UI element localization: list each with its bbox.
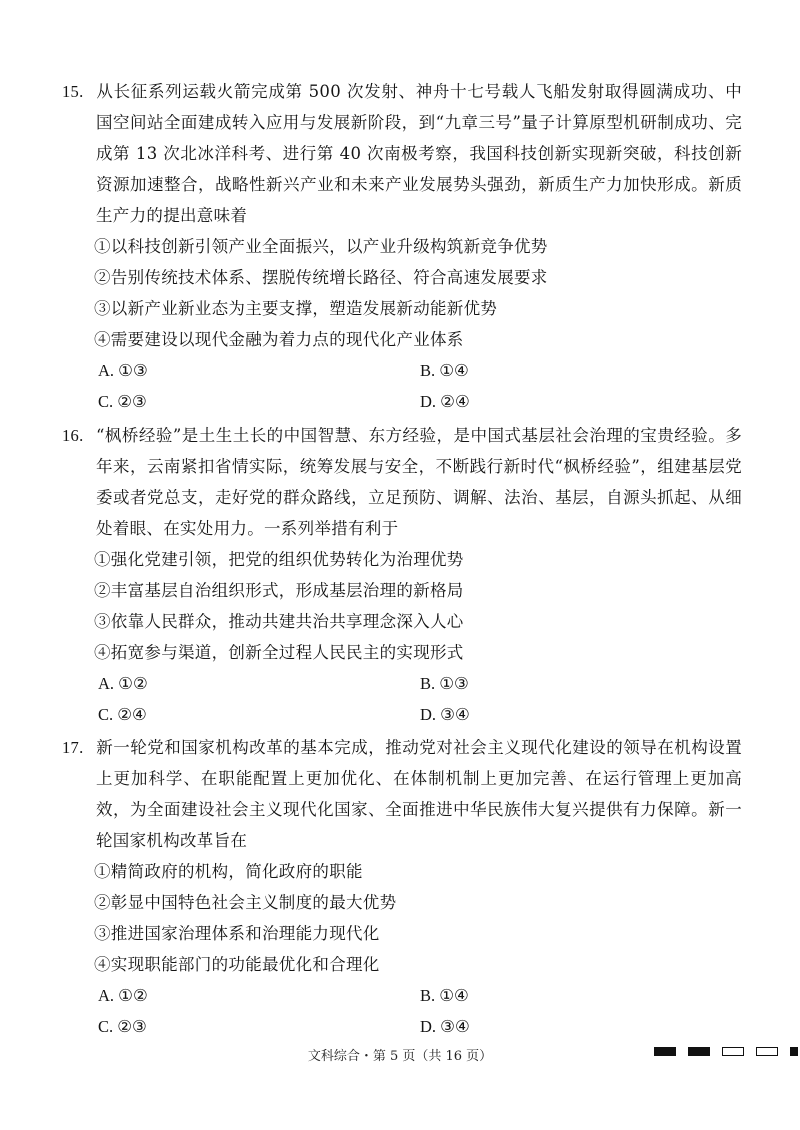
- statement-1: ①精简政府的机构，简化政府的职能: [94, 862, 363, 881]
- statement-1: ①强化党建引领，把党的组织优势转化为治理优势: [94, 550, 464, 569]
- option-c[interactable]: C. ②④: [98, 705, 147, 724]
- question-16: [62, 420, 742, 730]
- question-text: “枫桥经验”是土生土长的中国智慧、东方经验，是中国式基层社会治理的宝贵经验。多年来，云南紧扣省情实际，统筹发展与安全，不断践行新时代“枫桥经验”，组建基层党委或者党总支，走好党的群众路线，立足预防、调解、法治、基层，自源头抓起、从细处着眼、在实处用力。一系列举措有利于: [96, 426, 742, 538]
- question-text: 新一轮党和国家机构改革的基本完成，推动党对社会主义现代化建设的领导在机构设置上更加科学、在职能配置上更加优化、在体制机制上更加完善、在运行管理上更加高效，为全面建设社会主义现代化国家、全面推进中华民族伟大复兴提供有力保障。新一轮国家机构改革旨在: [96, 738, 742, 850]
- answer-options: [62, 668, 742, 730]
- question-stem: [62, 732, 742, 856]
- question-number: 16.: [62, 426, 84, 445]
- option-b[interactable]: B. ①③: [420, 674, 469, 693]
- statement-4: ④需要建设以现代金融为着力点的现代化产业体系: [94, 330, 464, 349]
- option-b[interactable]: B. ①④: [420, 986, 469, 1005]
- answer-options: [62, 980, 742, 1042]
- option-d[interactable]: D. ③④: [420, 705, 470, 724]
- statement-3: ③依靠人民群众，推动共建共治共享理念深入人心: [94, 612, 464, 631]
- option-c[interactable]: C. ②③: [98, 392, 147, 411]
- statement-4: ④拓宽参与渠道，创新全过程人民民主的实现形式: [94, 643, 464, 662]
- hollow-mark-icon: [756, 1047, 778, 1056]
- option-d[interactable]: D. ②④: [420, 392, 470, 411]
- option-d[interactable]: D. ③④: [420, 1017, 470, 1036]
- question-text: 从长征系列运载火箭完成第 500 次发射、神舟十七号载人飞船发射取得圆满成功、中国空间站全面建成转入应用与发展新阶段，到“九章三号”量子计算原型机研制成功、完成第 13 次北冰洋科考、进行第 40 次南极考察，我国科技创新实现新突破，科技创新资源加速整合，战略性新兴产业和未来产业发展势头强劲，新质生产力加快形成。新质生产力的提出意味着: [96, 82, 742, 225]
- question-number: 17.: [62, 738, 84, 757]
- question-number: 15.: [62, 82, 84, 101]
- page-footer: 文科综合・第 5 页（共 16 页）: [307, 1049, 493, 1064]
- question-15: [62, 76, 742, 417]
- question-17: [62, 732, 742, 1042]
- statement-2: ②丰富基层自治组织形式，形成基层治理的新格局: [94, 581, 464, 600]
- question-stem: [62, 76, 742, 231]
- scan-marks: [654, 1047, 798, 1056]
- statement-2: ②告别传统技术体系、摆脱传统增长路径、符合高速发展要求: [94, 268, 548, 287]
- option-a[interactable]: A. ①③: [98, 361, 148, 380]
- statement-1: ①以科技创新引领产业全面振兴，以产业升级构筑新竞争优势: [94, 237, 548, 256]
- option-b[interactable]: B. ①④: [420, 361, 469, 380]
- statement-2: ②彰显中国特色社会主义制度的最大优势: [94, 893, 397, 912]
- option-a[interactable]: A. ①②: [98, 674, 148, 693]
- solid-mark-icon: [654, 1047, 676, 1056]
- question-stem: [62, 420, 742, 544]
- statement-3: ③推进国家治理体系和治理能力现代化: [94, 924, 380, 943]
- statement-3: ③以新产业新业态为主要支撑，塑造发展新动能新优势: [94, 299, 498, 318]
- hollow-mark-icon: [722, 1047, 744, 1056]
- statement-4: ④实现职能部门的功能最优化和合理化: [94, 955, 380, 974]
- option-a[interactable]: A. ①②: [98, 986, 148, 1005]
- solid-mark-icon: [688, 1047, 710, 1056]
- solid-mark-icon: [790, 1047, 798, 1056]
- option-c[interactable]: C. ②③: [98, 1017, 147, 1036]
- answer-options: [62, 355, 742, 417]
